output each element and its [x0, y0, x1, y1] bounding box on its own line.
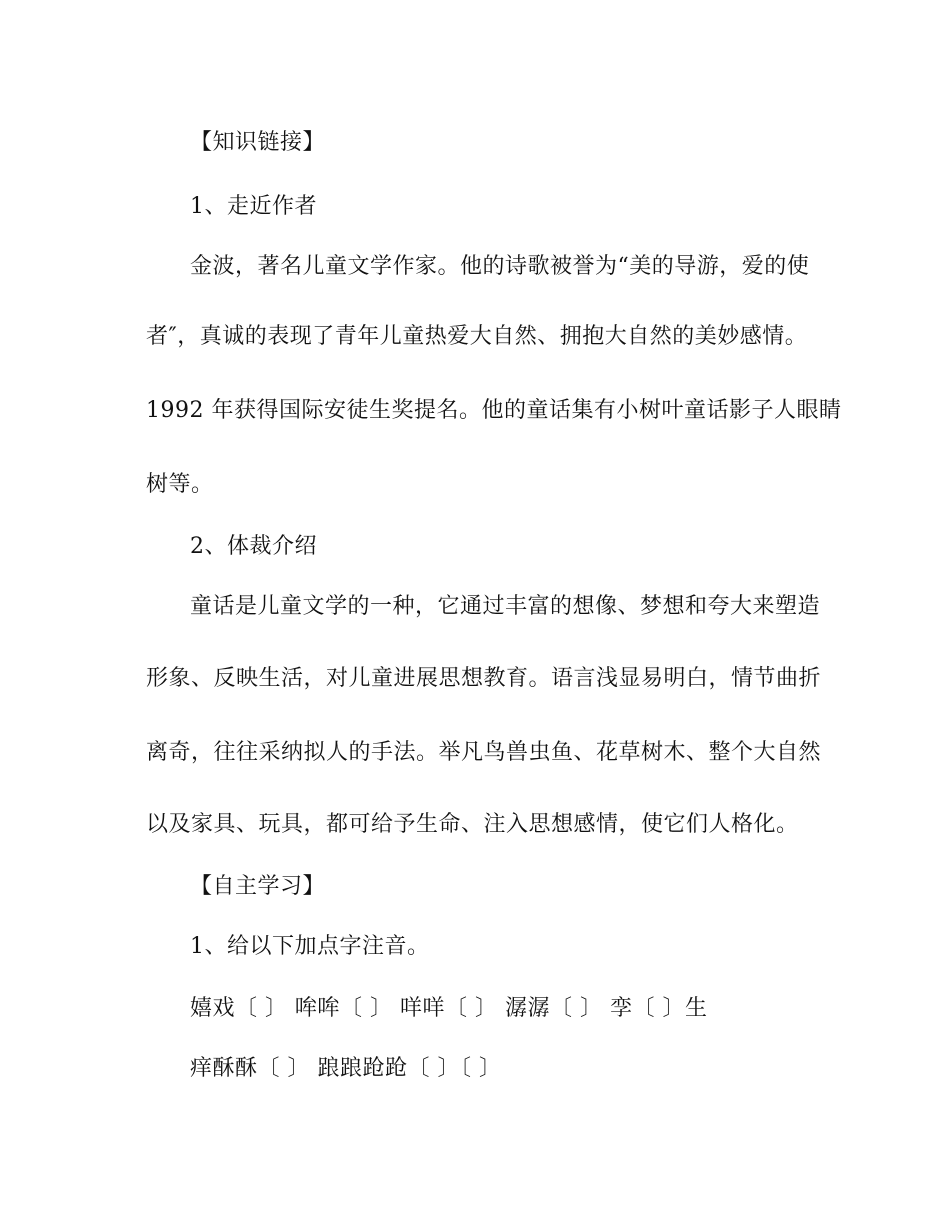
genre-paragraph-line-2: 形象、反映生活，对儿童进展思想教育。语言浅显易明白，情节曲折 — [146, 666, 822, 691]
exercise-line-2: 痒酥酥〔 〕 踉踉跄跄〔 〕〔 〕 — [190, 1056, 502, 1081]
section-heading-self-study: 【自主学习】 — [190, 874, 326, 899]
author-paragraph-line-1: 金波，著名儿童文学作家。他的诗歌被誉为“美的导游，爱的使 — [190, 254, 810, 279]
genre-paragraph-line-4: 以及家具、玩具，都可给予生命、注入思想感情，使它们人格化。 — [146, 812, 799, 837]
author-paragraph-line-4: 树等。 — [146, 472, 214, 497]
subheading-pinyin-exercise: 1、给以下加点字注音。 — [190, 934, 430, 959]
subheading-genre-intro: 2、体裁介绍 — [190, 534, 317, 559]
genre-paragraph-line-1: 童话是儿童文学的一种，它通过丰富的想像、梦想和夸大来塑造 — [190, 594, 821, 619]
exercise-line-1: 嬉戏〔 〕 哞哞〔 〕 咩咩〔 〕 潺潺〔 〕 孪〔 〕生 — [190, 996, 708, 1021]
author-paragraph-line-2: 者″，真诚的表现了青年儿童热爱大自然、拥抱大自然的美妙感情。 — [146, 324, 808, 349]
section-heading-knowledge-link: 【知识链接】 — [190, 130, 326, 155]
genre-paragraph-line-3: 离奇，往往采纳拟人的手法。举凡鸟兽虫鱼、花草树木、整个大自然 — [146, 740, 822, 765]
author-paragraph-line-3: 1992 年获得国际安徒生奖提名。他的童话集有小树叶童话影子人眼睛 — [146, 398, 842, 423]
subheading-approach-author: 1、走近作者 — [190, 194, 317, 219]
